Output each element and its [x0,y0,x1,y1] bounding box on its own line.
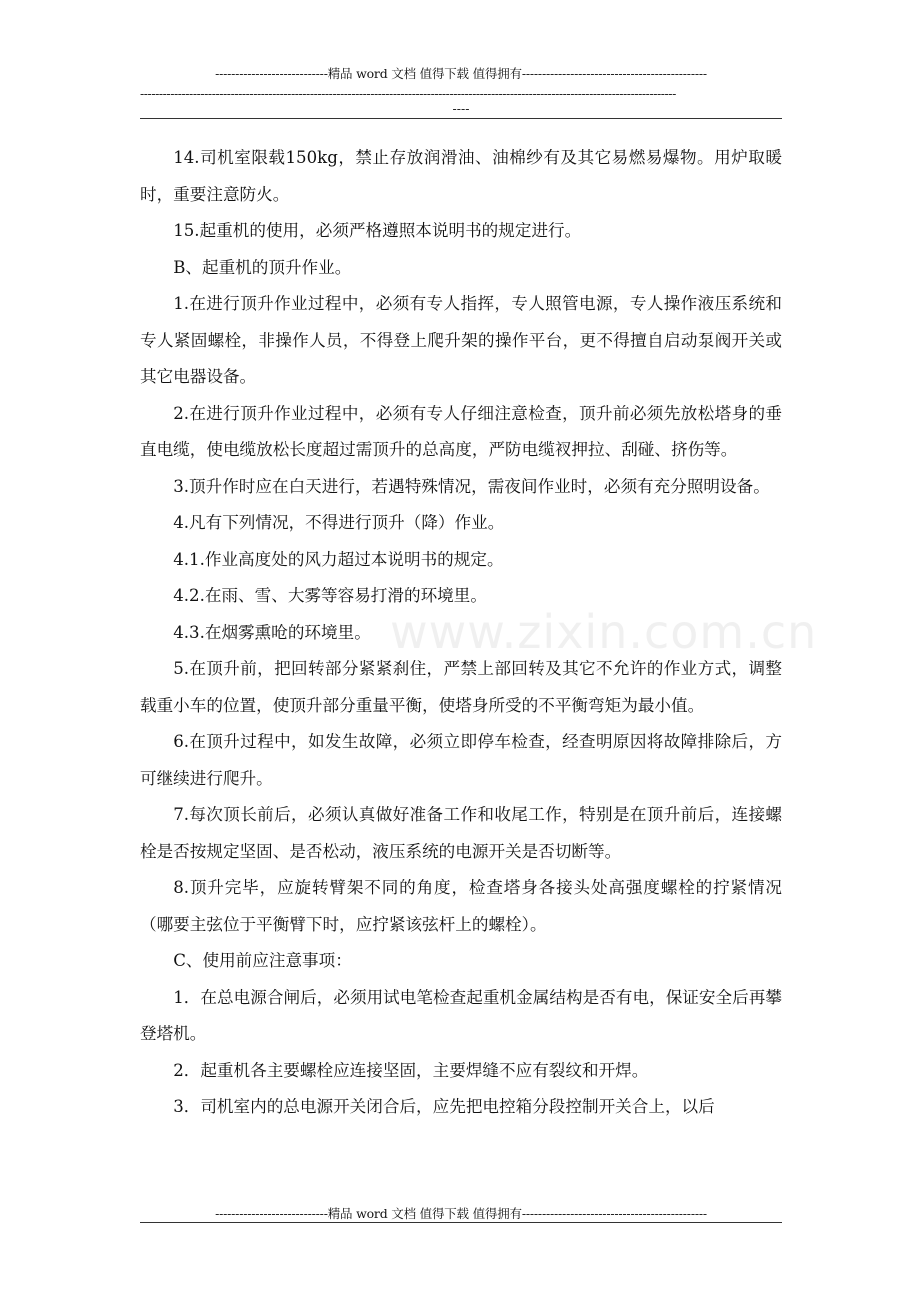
paragraph: 3.顶升作时应在白天进行，若遇特殊情况，需夜间作业时，必须有充分照明设备。 [173,476,770,496]
paragraph: 2.在进行顶升作业过程中，必须有专人仔细注意检查，顶升前必须先放松塔身的垂直电缆，使电缆放松长度超过需顶升的总高度，严防电缆衩押拉、刮碰、挤伤等。 [140,403,782,459]
paragraph: 4.凡有下列情况，不得进行顶升（降）作业。 [173,513,505,532]
paragraph: 15.起重机的使用，必须严格遵照本说明书的规定进行。 [173,221,582,240]
footer-banner: ----------------------------精品 word 文档 值得下载 值得拥有---------------------------------------------- [215,1206,707,1221]
header-dash-line: ---------------------------------------------------------------------------------------------------------------------------------------------- [140,86,676,101]
watermark: www.zixin.com.cn [390,605,818,659]
footer-rule [140,1222,782,1223]
paragraph: 4.3.在烟雾熏呛的环境里。 [173,622,371,642]
section-heading: C、使用前应注意事项： [173,951,352,970]
paragraph: 7.每次顶长前后，必须认真做好准备工作和收尾工作，特别是在顶升前后，连接螺栓是否按规定坚固、是否松动，液压系统的电源开关是否切断等。 [140,805,782,861]
section-heading: B、起重机的顶升作业。 [173,257,352,277]
paragraph: 3．司机室内的总电源开关闭合后，应先把电控箱分段控制开关合上，以后 [173,1097,715,1116]
paragraph: 8.顶升完毕，应旋转臂架不同的角度，检查塔身各接头处高强度螺栓的拧紧情况（哪要主弦位于平衡臂下时，应拧紧该弦杆上的螺栓）。 [140,878,782,934]
paragraph: 1．在总电源合闸后，必须用试电笔检查起重机金属结构是否有电，保证安全后再攀登塔机。 [140,987,782,1043]
paragraph: 2．起重机各主要螺栓应连接坚固，主要焊缝不应有裂纹和开焊。 [173,1060,649,1080]
paragraph: 5.在顶升前，把回转部分紧紧刹住，严禁上部回转及其它不允许的作业方式，调整载重小车的位置，使顶升部分重量平衡，使塔身所受的不平衡弯矩为最小值。 [140,659,782,715]
header-dash-tail: ---- [452,101,470,116]
paragraph: 14.司机室限载150kg，禁止存放润滑油、油棉纱有及其它易燃易爆物。用炉取暖时，重要注意防火。 [140,148,782,204]
paragraph: 1.在进行顶升作业过程中，必须有专人指挥，专人照管电源，专人操作液压系统和专人紧固螺栓，非操作人员，不得登上爬升架的操作平台，更不得擅自启动泵阀开关或其它电器设备。 [140,294,782,386]
document-body [140,140,782,1126]
paragraph: 4.1.作业高度处的风力超过本说明书的规定。 [173,549,504,569]
paragraph: 6.在顶升过程中，如发生故障，必须立即停车检查，经查明原因将故障排除后，方可继续进行爬升。 [140,732,782,788]
header-banner: ----------------------------精品 word 文档 值得下载 值得拥有---------------------------------------------- [215,66,707,81]
paragraph: 4.2.在雨、雪、大雾等容易打滑的环境里。 [173,586,487,605]
header-rule [140,118,782,119]
